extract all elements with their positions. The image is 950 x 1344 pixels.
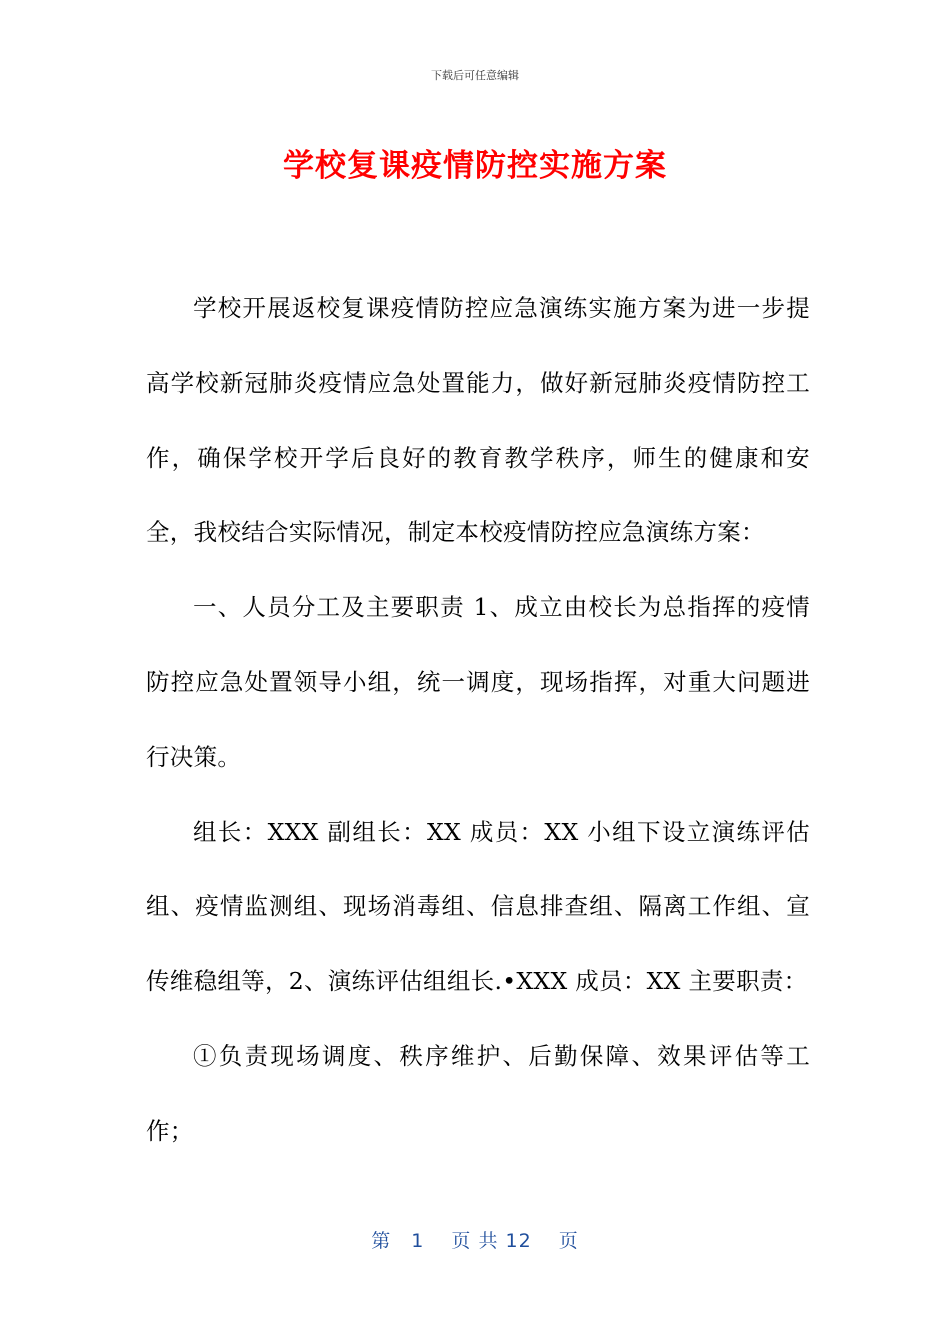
paragraph: 一、人员分工及主要职责 1、成立由校长为总指挥的疫情防控应急处置领导小组，统一调度，现场指挥，对重大问题进行决策。 [146,593,810,771]
paragraph: 学校开展返校复课疫情防控应急演练实施方案为进一步提高学校新冠肺炎疫情应急处置能力，做好新冠肺炎疫情防控工作，确保学校开学后良好的教育教学秩序，师生的健康和安全，我校结合实际情况，制定本校疫情防控应急演练方案： [146,294,810,547]
page-number-footer: 第 1 页 共 12 页 [371,1230,579,1252]
header-note: 下载后可任意编辑 [431,69,519,82]
document-body [146,271,810,1169]
document-title: 学校复课疫情防控实施方案 [283,148,667,184]
paragraph: 组长：XXX 副组长：XX 成员：XX 小组下设立演练评估组、疫情监测组、现场消毒组、信息排查组、隔离工作组、宣传维稳组等，2、演练评估组组长.•XXX 成员：XX 主要职责： [146,817,810,996]
paragraph: ①负责现场调度、秩序维护、后勤保障、效果评估等工作； [146,1041,810,1145]
